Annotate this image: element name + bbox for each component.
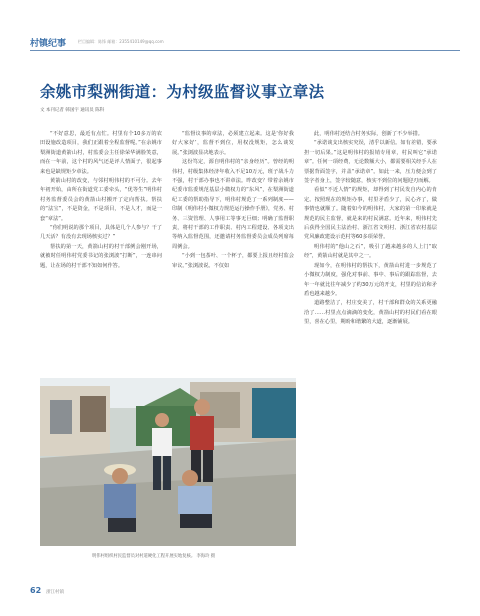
photo-caption: 明伟村组织村民监督员对村道硬化工程开展实地复核。 李海玲 摄 — [92, 554, 216, 559]
paragraph: 帮扶的第一天，黄箭山村的村干部例会刚开场，就被时任明伟村党委书记的张浏波“打断”，一连串问题，让在场的村干部不知如何作答。 — [40, 243, 162, 269]
paragraph: 这份笃定，源自明伟村的“亲身经历”。曾经的明伟村，村级集体经济年收入不足10万元，班子战斗力不强，村干部办事也不讲章法。昨改变？带着余姚市纪委市监委规范基层小微权力的“东风”，在梨洲街道纪工委的帮助指导下，明伟村规范了一系列制度——印制《明伟村小微权力规范运行操作手册》，党务、村务、三资管理、人事用工等事无巨细；明确了监督职责，将村干部的工作职责、村内工程建设、各项支出等纳入监督范围，还邀请村务监督委员会成员列席每周例会。 — [172, 159, 294, 250]
text-column-2 — [172, 130, 294, 375]
paragraph: 黄箭山村的改变，与邻村明伟村的不可分。去年年初开始，由所在街道党工委牵头，“优等生”明伟村村务监督委员会的黄箭山村搬开了定向帮扶。帮扶的“法宝”，不是资金，不是项目，不是人才，而是一套“章法”。 — [40, 178, 162, 222]
paragraph: “承诺谈支出核实究误，清乎以新信。如有差错，要承担一切后果。”这是明伟村的报销专用章，村民叫它“承诺章”。任何一项经费，无论数额大小，都需要相关经手人在票据背面签字，并盖“承诺章”。如此一来，压力便会到了签字者身上，签字较随意，核实不到位的问题迎刃而解。 — [304, 140, 437, 185]
text-column-1 — [40, 130, 162, 375]
paragraph: “不好意思，最近有点忙。村里有个10多万的农田设施改造项目，我们正跟着全程监督呢。”在余姚市梨洲街道黄箭山村，村监委会主任徐荣华满脸笑意，而在一年前，这个村的风气还是评人情面子，很起事来也是缺规矩少章法。 — [40, 131, 162, 175]
section-name: 村镇纪事 — [30, 39, 67, 49]
magazine-name: 浙江村镇 — [46, 590, 65, 595]
paragraph: 看似“不近人情”的规矩，却得到了村民发自内心的肯定。按照现在的规矩办事，村里矛盾少了，民心齐了，做事情也就顺了。随着如今的明伟村，大家的第一印象就是规范的民主监督，就是来的村民满意。近年来，明伟村先后获得全国民主法治村、浙江省文明村、浙江省农村基层党风廉政建设示范村等60多项荣誉。 — [304, 187, 437, 241]
paragraph: “监督议事的章法，必须建立起来。这是‘你好我好大家好’，监督不到位，用权没规矩，怎么谈发展。”张浏波显决地表示。 — [172, 131, 294, 156]
paragraph: “小到一包茶叶、一个杯子，都要上报且经村监会审议。”张浏波说。不仅如 — [172, 253, 294, 269]
page-number: 62 — [30, 586, 42, 595]
paragraph: “你们明说的那个项目，具体是几个人参与？干了几天活？有没有去现场核实过？” — [40, 225, 162, 241]
paragraph: 此，明伟村还结合村务实际，创新了不少举措。 — [314, 131, 423, 137]
article-byline: 文 本刊记者 韩国宇 通讯员 陈科 — [40, 108, 105, 113]
paragraph: 道路整洁了，村庄变美了，村干部和群众的关系更融洽了……村里点点滴滴的变化，黄箭山村的村民们看在眼里，喜在心里，期盼和谐繁的大道，逐渐铺展。 — [304, 300, 437, 326]
paragraph: 现如今，在明伟村的帮扶下，黄箭山村进一步规范了小微权力制度，强化对事前、事中、事后的跟踪监督，去年一年就比往年减少了约30万元的开支，村里的信访和矛盾也越来越少。 — [304, 262, 437, 297]
text-column-3 — [304, 130, 437, 550]
editor-meta: 栏目编辑：陈锋 邮箱：2355410149@qq.com — [78, 39, 164, 44]
paragraph: 明伟村的“他山之石”，吸引了越来越多的人上门“取经”，黄箭山村就是其中之一。 — [304, 243, 437, 260]
article-title: 余姚市梨洲街道：为村级监督议事立章法 — [40, 83, 325, 101]
article-photo — [40, 378, 296, 546]
page-footer — [30, 586, 64, 595]
header-rule — [30, 50, 460, 51]
section-header — [30, 36, 460, 50]
